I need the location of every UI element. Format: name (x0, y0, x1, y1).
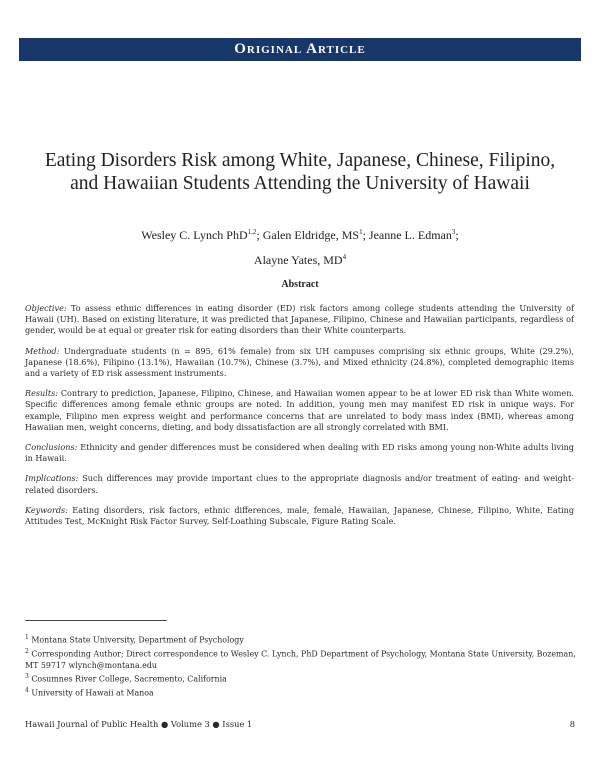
section-label: Results: (25, 388, 58, 399)
abstract-keywords (25, 505, 574, 527)
footnote (25, 685, 585, 699)
footnote-text: University of Hawaii at Manoa (31, 688, 154, 698)
page-footer (25, 719, 575, 729)
abstract-body (25, 303, 574, 536)
footnote-mark: 1 (25, 634, 29, 641)
section-text: Eating disorders, risk factors, ethnic differences, male, female, Hawaiian, Japanese, Chinese, Filipino, White, Eating Attitudes Test, McKnight Risk Factor Survey, Self-Loathing Subscale, Figure Rating Scale. (25, 504, 574, 527)
abstract-method (25, 346, 574, 380)
section-label: Keywords: (25, 504, 68, 515)
footnote-text: Corresponding Author; Direct correspondence to Wesley C. Lynch, PhD Department of Psychology, Montana State University, Bozeman, MT 59717 wlynch@montana.edu (25, 649, 576, 670)
section-text: Contrary to prediction, Japanese, Filipino, Chinese, and Hawaiian women appear to be at lower ED risk than White women. Specific differences among female ethnic groups are noted. In addition, young men may manifest ED risk in unique ways. For example, Filipino men express weight and performance concerns that are unrelated to body mass index (BMI), whereas among Hawaiian men, weight concerns, dieting, and body dissatisfaction are all strongly correlated with BMI. (25, 388, 574, 432)
section-text: Such differences may provide important clues to the appropriate diagnosis and/or treatment of eating- and weight-related disorders. (25, 473, 574, 495)
footnote-mark: 2 (25, 647, 29, 655)
footnote (25, 671, 585, 685)
author (263, 228, 369, 242)
author-name: Wesley C. Lynch PhD (141, 228, 248, 242)
footnotes (25, 632, 585, 699)
author (141, 228, 262, 242)
section-label: Implications: (25, 473, 79, 484)
footnote-divider (25, 620, 167, 621)
footnote (25, 632, 585, 646)
abstract-conclusions (25, 442, 574, 464)
section-text: Undergraduate students (n = 895, 61% female) from six UH campuses comprising six ethnic groups, White (29.2%), Japanese (18.6%), Filipino (13.1%), Hawaiian (10.7%), Chinese (3.7%), and Mixed ethnicity (24.8%), completed demographic items and a variety of ED risk assessment instruments. (25, 345, 574, 379)
page-number: 8 (569, 719, 575, 729)
affiliation-mark: 3 (451, 228, 456, 236)
footnote (25, 646, 585, 671)
section-text: Ethnicity and gender differences must be considered when dealing with ED risks among young non-White adults living in Hawaii. (25, 442, 574, 464)
affiliation-mark: 1,2 (247, 228, 257, 236)
footnote-text: Cosumnes River College, Sacremento, California (31, 674, 227, 684)
journal-citation: Hawaii Journal of Public Health ● Volume 3 ● Issue 1 (25, 719, 253, 729)
author-name: Alayne Yates, MD (253, 253, 343, 267)
affiliation-mark: 1 (359, 228, 363, 236)
author-list (40, 221, 560, 271)
abstract-results (25, 388, 574, 433)
affiliation-mark: 4 (342, 253, 347, 261)
footnote-mark: 3 (25, 673, 29, 681)
section-label: Method: (25, 345, 60, 356)
article-title: Eating Disorders Risk among White, Japanese, Chinese, Filipino, and Hawaiian Students Attending the University of Hawaii (44, 150, 556, 194)
author-name: Galen Eldridge, MS (262, 228, 360, 242)
abstract-implications (25, 473, 574, 495)
footnote-mark: 4 (25, 687, 29, 695)
abstract-objective (25, 303, 574, 337)
author-name: Jeanne L. Edman (368, 228, 452, 242)
author (369, 228, 459, 242)
author-separator: ; (455, 228, 459, 242)
author-separator: ; (256, 228, 263, 242)
section-label: Objective: (25, 303, 67, 313)
article-type-banner: Original Article (19, 38, 581, 61)
abstract-heading: Abstract (281, 279, 319, 290)
section-text: To assess ethnic differences in eating disorder (ED) risk factors among college students attending the University of Hawaii (UH). Based on existing literature, it was predicted that Japanese, Filipino, Chinese and Hawaiian participants, regardless of gender, would be at equal or greater risk for eating disorders than their White counterparts. (25, 303, 574, 336)
author-separator: ; (362, 228, 369, 242)
author (254, 253, 346, 267)
footnote-text: Montana State University, Department of Psychology (31, 635, 244, 645)
section-label: Conclusions: (25, 442, 78, 453)
